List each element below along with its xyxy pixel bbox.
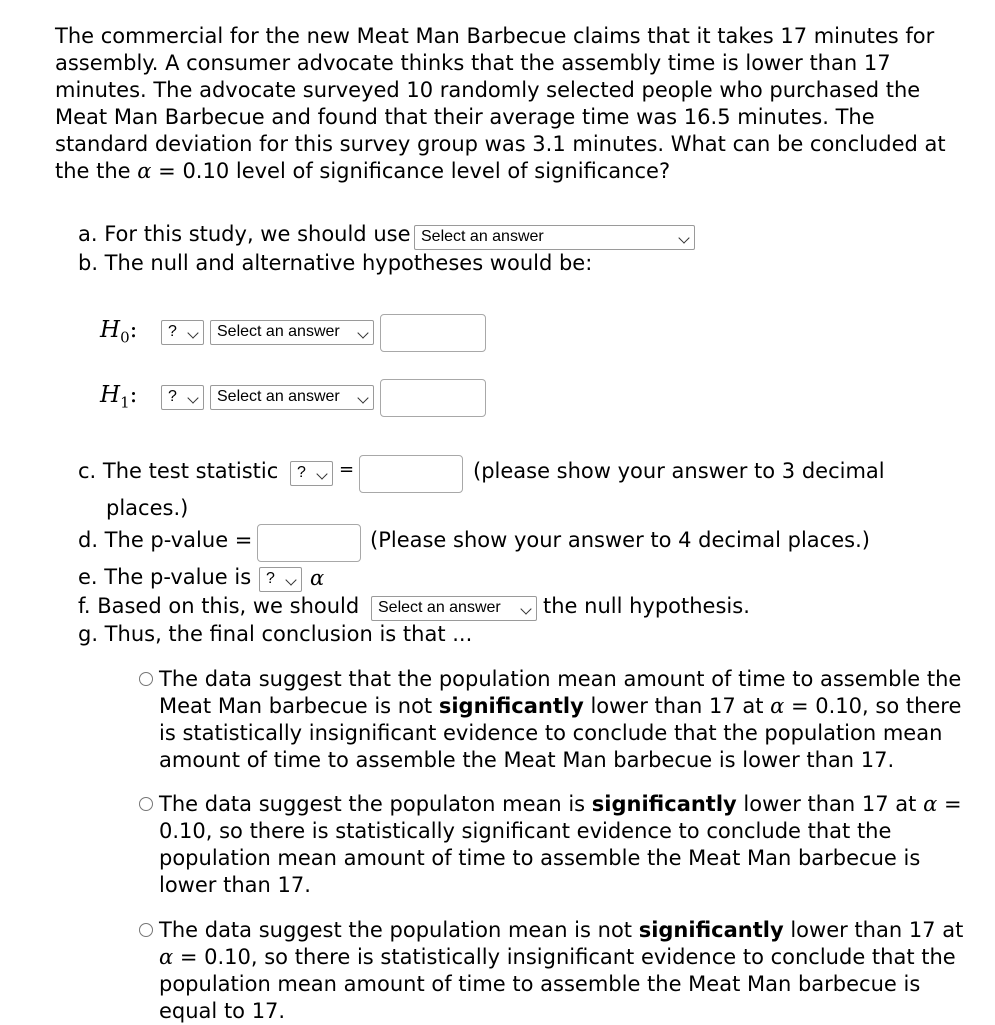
radio-button[interactable] (139, 672, 153, 686)
option-line (159, 791, 962, 818)
decision-select[interactable] (371, 596, 537, 621)
option-line: equal to 17. (159, 999, 286, 1023)
test-type-select-value: Select an answer (421, 228, 544, 245)
h1-value-input[interactable] (380, 379, 486, 417)
test-statistic-input[interactable] (359, 455, 463, 493)
alpha-symbol: α (310, 566, 325, 590)
h1-letter: H (100, 382, 121, 408)
option-text: The data suggest the populaton mean is (159, 792, 592, 816)
option-line: is statistically insignificant evidence to conclude that the population mean (159, 721, 943, 745)
part-d-note: (Please show your answer to 4 decimal places.) (370, 528, 870, 552)
part-f-post: the null hypothesis. (543, 594, 750, 618)
part-c-label: c. The test statistic (78, 459, 279, 483)
p-value-comparison-value: ? (266, 570, 275, 587)
test-statistic-select[interactable] (290, 461, 333, 486)
h0-relation-select[interactable] (210, 320, 374, 345)
equals-sign: = (339, 459, 355, 480)
question-text-post: = 0.10 level of significance level of significance? (158, 159, 671, 183)
part-c-note-continued: places.) (106, 496, 189, 520)
alpha-symbol: α (159, 945, 174, 969)
option-text: The data suggest the population mean is not (159, 918, 639, 942)
option-line: population mean amount of time to assemble the Meat Man barbecue is (159, 972, 921, 996)
option-text: = 0.10, so there is statistically insignificant evidence to conclude that the (173, 945, 956, 969)
option-text: lower than 17 at (736, 792, 924, 816)
alpha-symbol: α (923, 792, 938, 816)
chevron-down-icon (187, 327, 198, 338)
h0-letter: H (100, 317, 121, 343)
radio-button[interactable] (139, 797, 153, 811)
option-line: lower than 17. (159, 873, 311, 897)
option-bold-text: significantly (438, 694, 584, 718)
test-statistic-select-value: ? (297, 464, 306, 481)
part-b-label: b. The null and alternative hypotheses would be: (78, 251, 593, 275)
option-bold-text: significantly (591, 792, 737, 816)
question-line (55, 158, 670, 185)
question-text-pre: the the (55, 159, 131, 183)
alpha-symbol: α (770, 694, 785, 718)
chevron-down-icon (357, 392, 368, 403)
radio-button[interactable] (139, 923, 153, 937)
chevron-down-icon (316, 468, 327, 479)
option-line (159, 917, 963, 944)
p-value-input[interactable] (257, 524, 361, 562)
p-value-comparison-select[interactable] (259, 567, 302, 592)
option-text: = (937, 792, 962, 816)
question-line: minutes. The advocate surveyed 10 randomly selected people who purchased the (55, 78, 921, 102)
chevron-down-icon (187, 392, 198, 403)
h0-label (100, 317, 137, 347)
chevron-down-icon (520, 603, 531, 614)
alpha-symbol: α (137, 159, 152, 183)
option-line: 0.10, so there is statistically significant evidence to conclude that the (159, 819, 892, 843)
question-line: standard deviation for this survey group was 3.1 minutes. What can be concluded at (55, 132, 946, 156)
part-g-label: g. Thus, the final conclusion is that ... (78, 622, 473, 646)
option-text: lower than 17 at (583, 694, 771, 718)
part-d-label: d. The p-value = (78, 528, 253, 552)
question-line: Meat Man Barbecue and found that their average time was 16.5 minutes. The (55, 105, 875, 129)
part-f-label: f. Based on this, we should (78, 594, 360, 618)
h0-parameter-value: ? (168, 323, 177, 340)
option-text: Meat Man barbecue is not (159, 694, 439, 718)
h0-parameter-select[interactable] (161, 320, 204, 345)
option-line (159, 693, 961, 720)
h0-subscript: 0 (120, 328, 130, 347)
question-line: The commercial for the new Meat Man Barbecue claims that it takes 17 minutes for (55, 24, 935, 48)
part-e-label: e. The p-value is (78, 565, 252, 589)
decision-select-value: Select an answer (378, 599, 501, 616)
h0-value-input[interactable] (380, 314, 486, 352)
chevron-down-icon (357, 327, 368, 338)
option-line: population mean amount of time to assemble the Meat Man barbecue is (159, 846, 921, 870)
h0-relation-value: Select an answer (217, 323, 340, 340)
option-text: = 0.10, so there (784, 694, 962, 718)
option-text: lower than 17 at (783, 918, 964, 942)
part-a-label: a. For this study, we should use (78, 222, 411, 246)
test-type-select[interactable] (414, 225, 695, 250)
part-c-note: (please show your answer to 3 decimal (473, 459, 885, 483)
h0-colon: : (129, 317, 138, 343)
chevron-down-icon (285, 574, 296, 585)
h1-relation-select[interactable] (210, 385, 374, 410)
h1-subscript: 1 (120, 393, 130, 412)
question-line: assembly. A consumer advocate thinks that the assembly time is lower than 17 (55, 51, 891, 75)
h1-parameter-value: ? (168, 388, 177, 405)
chevron-down-icon (678, 232, 689, 243)
option-line: amount of time to assemble the Meat Man barbecue is lower than 17. (159, 748, 895, 772)
option-line: The data suggest that the population mean amount of time to assemble the (159, 667, 962, 691)
option-line (159, 944, 956, 971)
option-bold-text: significantly (638, 918, 784, 942)
h1-parameter-select[interactable] (161, 385, 204, 410)
h1-colon: : (129, 382, 138, 408)
h1-relation-value: Select an answer (217, 388, 340, 405)
h1-label (100, 382, 137, 412)
